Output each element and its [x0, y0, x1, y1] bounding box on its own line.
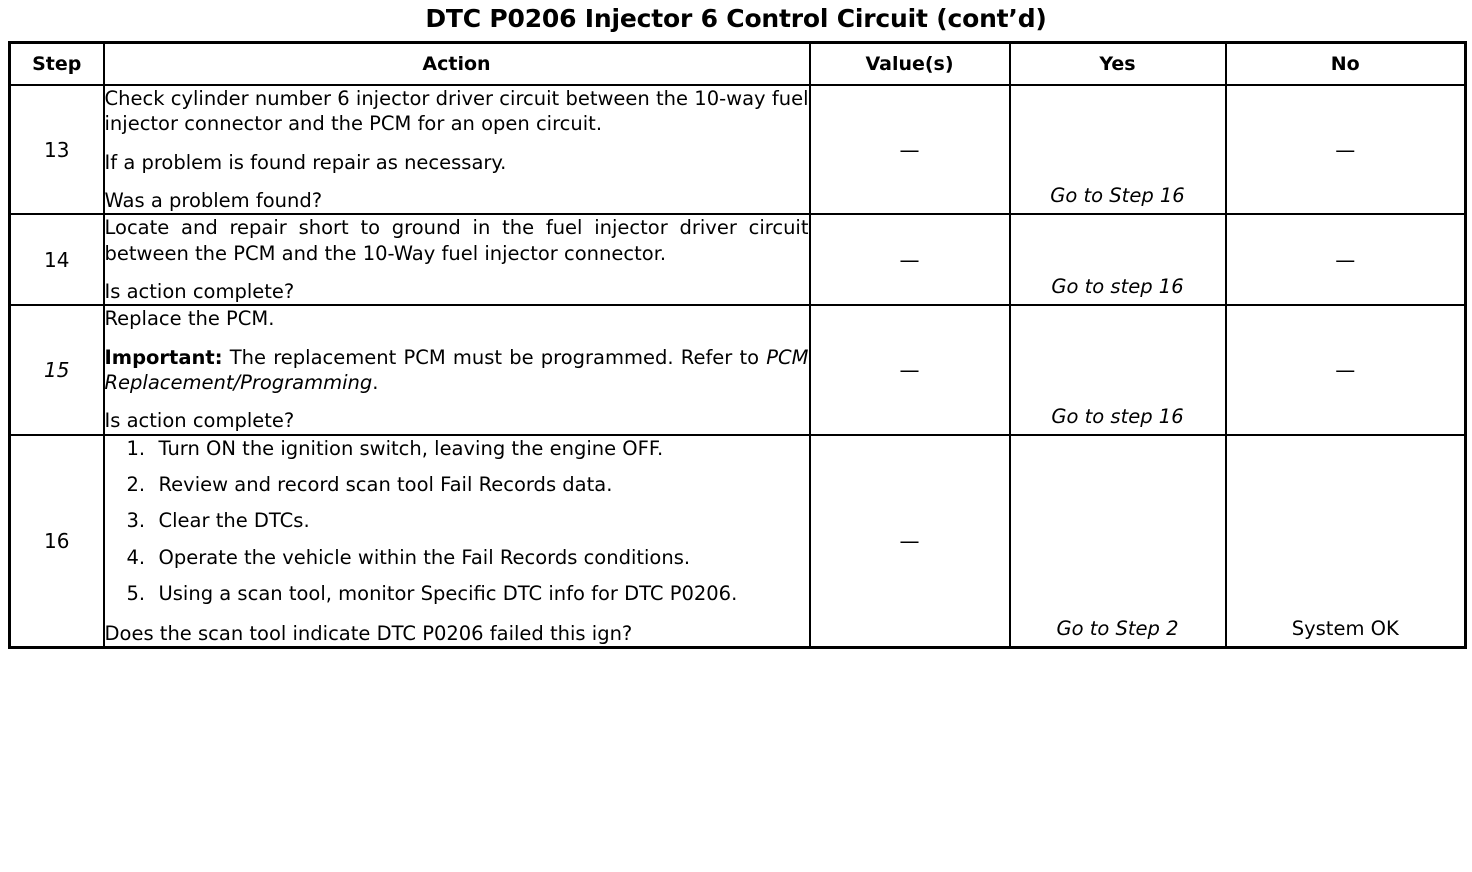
- page-title: DTC P0206 Injector 6 Control Circuit (cont’d): [425, 4, 1047, 33]
- step-number: 14: [10, 214, 104, 305]
- header-no: No: [1226, 43, 1466, 86]
- no-action: —: [1335, 358, 1356, 383]
- no-action: —: [1335, 137, 1356, 162]
- numbered-step-list: [105, 436, 809, 607]
- no-action: —: [1335, 247, 1356, 272]
- list-item-number: 2.: [126, 473, 146, 497]
- value-cell: —: [810, 214, 1010, 305]
- action-question: Was a problem found?: [104, 189, 323, 213]
- list-item-number: 1.: [126, 436, 146, 460]
- table-header: [10, 43, 1466, 86]
- action-cell: [104, 305, 810, 434]
- yes-action: Go to Step 16: [1050, 184, 1185, 208]
- yes-cell: [1010, 435, 1226, 648]
- table-body: [10, 85, 1466, 647]
- action-paragraph: Locate and repair short to ground in the fuel injector driver circuit between the PCM and the 10-Way fuel injector connector.: [104, 216, 809, 265]
- important-reference: PCM Replacement/Programming: [104, 345, 809, 395]
- action-paragraph: Check cylinder number 6 injector driver circuit between the 10-way fuel injector connector and the PCM for an open circuit.: [104, 87, 809, 136]
- no-cell: [1226, 305, 1466, 434]
- diagnostic-table: [8, 41, 1467, 649]
- yes-cell: [1010, 85, 1226, 214]
- list-item-text: Operate the vehicle within the Fail Records conditions.: [158, 545, 691, 569]
- yes-action: Go to Step 2: [1056, 616, 1179, 640]
- no-cell: [1226, 214, 1466, 305]
- value-cell: —: [810, 435, 1010, 648]
- important-text-a: The replacement PCM must be programmed. Refer to: [222, 345, 767, 369]
- list-item-text: Review and record scan tool Fail Records data.: [158, 473, 613, 497]
- list-item: [105, 472, 809, 497]
- yes-action: Go to step 16: [1051, 275, 1184, 299]
- no-action: System OK: [1291, 616, 1399, 640]
- important-text-b: .: [372, 371, 379, 395]
- table-row: [10, 435, 1466, 648]
- header-value: Value(s): [810, 43, 1010, 86]
- list-item-number: 4.: [126, 545, 146, 569]
- list-item-number: 5.: [126, 582, 146, 606]
- important-label: Important:: [104, 345, 223, 369]
- table-row: [10, 305, 1466, 434]
- action-paragraph: Replace the PCM.: [104, 307, 275, 331]
- step-number: 13: [10, 85, 104, 214]
- list-item-text: Turn ON the ignition switch, leaving the engine OFF.: [158, 436, 664, 460]
- step-number: 15: [10, 305, 104, 434]
- action-cell: [104, 435, 810, 648]
- action-cell: [104, 85, 810, 214]
- yes-cell: [1010, 214, 1226, 305]
- table-header-row: [10, 43, 1466, 86]
- action-question: Is action complete?: [104, 280, 295, 304]
- value-cell: —: [810, 85, 1010, 214]
- list-item: [105, 545, 809, 570]
- table-row: [10, 214, 1466, 305]
- table-row: [10, 85, 1466, 214]
- list-item-text: Clear the DTCs.: [158, 509, 310, 533]
- action-paragraph: If a problem is found repair as necessary.: [104, 150, 507, 174]
- yes-action: Go to step 16: [1051, 404, 1184, 428]
- header-step: Step: [10, 43, 104, 86]
- header-yes: Yes: [1010, 43, 1226, 86]
- action-question: Is action complete?: [104, 409, 295, 433]
- list-item: [105, 508, 809, 533]
- step-number: 16: [10, 435, 104, 648]
- list-item: [105, 436, 809, 461]
- no-cell: [1226, 435, 1466, 648]
- yes-cell: [1010, 305, 1226, 434]
- list-item-text: Using a scan tool, monitor Specific DTC info for DTC P0206.: [158, 582, 738, 606]
- value-cell: —: [810, 305, 1010, 434]
- action-question: Does the scan tool indicate DTC P0206 failed this ign?: [104, 621, 633, 645]
- header-action: Action: [104, 43, 810, 86]
- list-item-number: 3.: [126, 509, 146, 533]
- action-important: [105, 345, 809, 396]
- no-cell: [1226, 85, 1466, 214]
- action-cell: [104, 214, 810, 305]
- list-item: [105, 581, 809, 606]
